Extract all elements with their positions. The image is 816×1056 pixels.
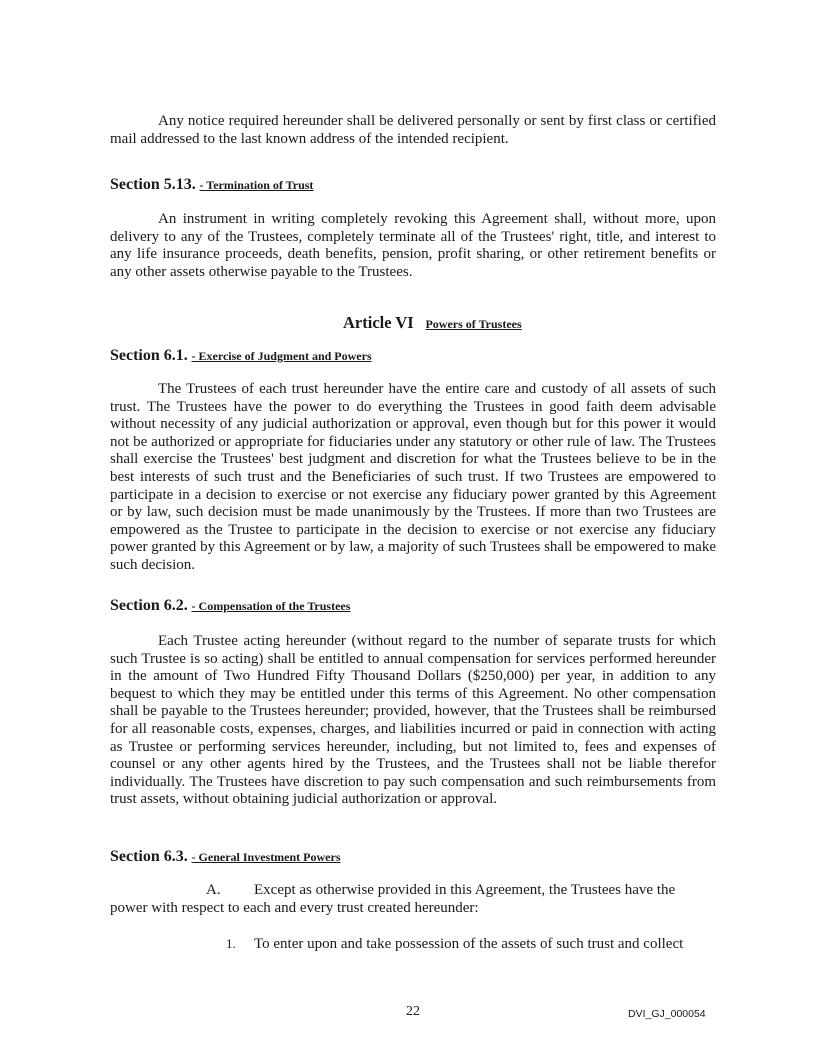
section-5-13-body [110, 211, 716, 281]
section-6-3-item-1 [110, 935, 716, 954]
section-6-1-heading [110, 347, 372, 366]
item-1-text: To enter upon and take possession of the assets of such trust and collect [254, 936, 684, 952]
section-paragraph: The Trustees of each trust hereunder have the entire care and custody of all assets of such trust. The Trustees have the power to do everything the Trustees in good faith deem advisable without necessity of any judicial authorization or approval, even though but for this power it would not be authorized or appropriate for fiduciaries under any statutory or other rule of law. The Trustees shall exercise the Trustees' best judgment and discretion for what the Trustees believe to be in the best interests of such trust and the Beneficiaries of such trust. If two Trustees are empowered to participate in a decision to exercise or not exercise any fiduciary power granted by this Agreement or by law, such decision must be made unanimously by the Trustees. If more than two Trustees are empowered as the Trustee to participate in the decision to exercise or not exercise any fiduciary power granted by this Agreement or by law, a majority of such Trustees shall be empowered to make such decision. [110, 381, 716, 573]
notice-paragraph-block [110, 113, 716, 148]
item-1-label: 1. [226, 936, 236, 951]
section-caption: - Exercise of Judgment and Powers [191, 349, 372, 363]
section-paragraph: An instrument in writing completely revoking this Agreement shall, without more, upon delivery to any of the Trustees, completely terminate all of the Trustees' right, title, and interest to any life insurance proceeds, death benefits, pension, profit sharing, or other retirement benefits or any other assets otherwise payable to the Trustees. [110, 211, 716, 280]
section-6-2-body [110, 633, 716, 809]
section-5-13-heading [110, 176, 313, 195]
section-paragraph: Each Trustee acting hereunder (without regard to the number of separate trusts for which such Trustee is so acting) shall be entitled to annual compensation for services performed hereunder in the amount of Two Hundred Fifty Thousand Dollars ($250,000) per year, in addition to any bequest to which they may be entitled under this terms of this Agreement. No other compensation shall be payable to the Trustees hereunder; provided, however, that the Trustees shall be reimbursed for all reasonable costs, expenses, charges, and liabilities incurred or paid in connection with acting as Trustee or performing services hereunder, including, but not limited to, fees and expenses of counsel or any other agents hired by the Trustees, and the Trustees shall not be liable therefor individually. The Trustees have discretion to pay such compensation and such reimbursements from trust assets, without obtaining judicial authorization or approval. [110, 633, 716, 808]
item-a-rest: power with respect to each and every trust created hereunder: [110, 899, 479, 916]
section-number: Section 6.1. [110, 347, 188, 364]
item-1-line [110, 935, 716, 954]
notice-paragraph: Any notice required hereunder shall be delivered personally or sent by first class or certified mail addressed to the last known address of the intended recipient. [110, 113, 716, 147]
item-a-first-line [110, 882, 716, 900]
section-caption: - Compensation of the Trustees [191, 599, 351, 613]
section-6-2-heading [110, 597, 350, 616]
section-caption: - General Investment Powers [191, 850, 341, 864]
section-number: Section 6.3. [110, 848, 188, 865]
article-caption: Powers of Trustees [425, 317, 522, 331]
article-number: Article VI [343, 313, 414, 332]
section-6-3-heading [110, 848, 341, 867]
section-number: Section 5.13. [110, 176, 196, 193]
section-number: Section 6.2. [110, 597, 188, 614]
page-number: 22 [406, 1004, 420, 1019]
section-6-3-item-a [110, 882, 716, 917]
article-6-heading [343, 314, 522, 334]
item-a-first-text: Except as otherwise provided in this Agreement, the Trustees have the [254, 882, 676, 898]
bates-number: DVI_GJ_000054 [628, 1008, 706, 1020]
section-caption: - Termination of Trust [199, 178, 314, 192]
section-6-1-body [110, 381, 716, 575]
item-a-label: A. [206, 882, 221, 898]
